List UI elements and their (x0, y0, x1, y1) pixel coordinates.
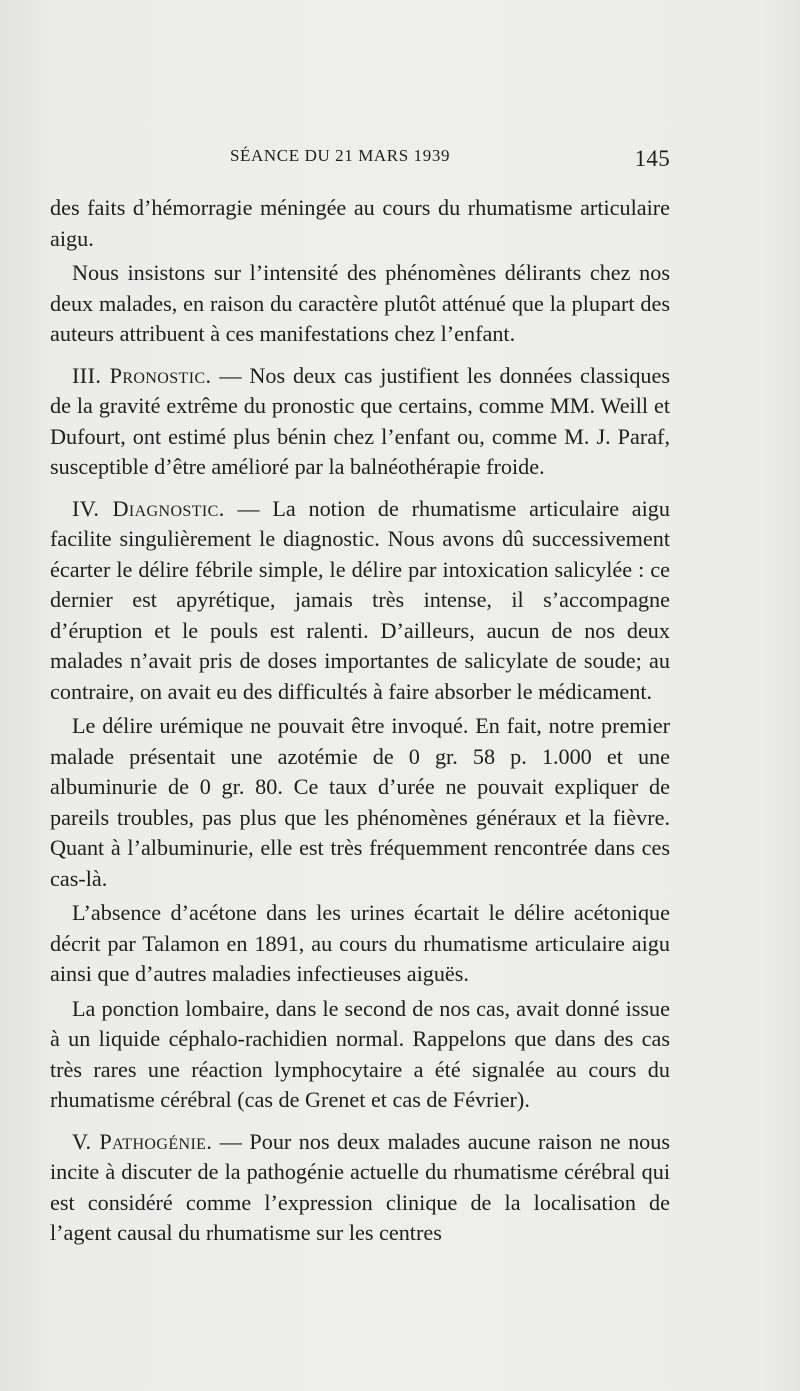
paragraph-text: — Nos deux cas justifient les données classiques de la gravité extrême du pronostic que certains, comme MM. Weill et Dufourt, ont estimé plus bénin chez l’enfant ou, comme M. J. Paraf, susceptible d’être amélioré par la balnéothérapie froide. (50, 362, 670, 479)
section-heading: III. Pronostic. (72, 362, 212, 388)
paragraph (50, 994, 670, 1116)
paragraph-text: La ponction lombaire, dans le second de nos cas, avait donné issue à un liquide céphalo-rachidien normal. Rappelons que dans des cas très rares une réaction lymphocytaire a été signalée au cours du rhumatisme cérébral (cas de Grenet et cas de Février). (50, 995, 670, 1112)
paragraph-text: Nous insistons sur l’intensité des phénomènes délirants chez nos deux malades, en raison du caractère plutôt atténué que la plupart des auteurs attribuent à ces manifestations chez l’enfant. (50, 260, 670, 346)
section-heading: IV. Diagnostic. (72, 495, 225, 521)
section-pathogenie (50, 1127, 670, 1249)
paragraph (50, 258, 670, 350)
paragraph-text: L’absence d’acétone dans les urines écartait le délire acétonique décrit par Talamon en 1891, au cours du rhumatisme articulaire aigu ainsi que d’autres maladies infectieuses aiguës. (50, 900, 670, 986)
paragraph-text: Le délire urémique ne pouvait être invoqué. En fait, notre premier malade présentait une azotémie de 0 gr. 58 p. 1.000 et une albuminurie de 0 gr. 80. Ce taux d’urée ne pouvait expliquer de pareils troubles, pas plus que les phénomènes généraux et la fièvre. Quant à l’albuminurie, elle est très fréquemment rencontrée dans ces cas-là. (50, 713, 670, 891)
paragraph-text: des faits d’hémorragie méningée au cours du rhumatisme articulaire aigu. (50, 195, 670, 251)
page-header (50, 146, 670, 186)
paragraph (50, 898, 670, 990)
section-pronostic (50, 361, 670, 483)
paragraph-text: — La notion de rhumatisme articulaire aigu facilite singulièrement le diagnostic. Nous avons dû successivement écarter le délire fébrile simple, le délire par intoxication salicylée : ce dernier est apyrétique, jamais très intense, il s’accompagne d’éruption et le pouls est ralenti. D’ailleurs, aucun de nos deux malades n’avait pris de doses importantes de salicylate de soude; au contraire, on avait eu des difficultés à faire absorber le médicament. (50, 495, 670, 704)
paragraph (50, 711, 670, 894)
paragraph-continuation (50, 193, 670, 254)
section-diagnostic (50, 494, 670, 708)
paragraph-text: — Pour nos deux malades aucune raison ne nous incite à discuter de la pathogénie actuelle du rhumatisme cérébral qui est considéré comme l’expression clinique de la localisation de l’agent causal du rhumatisme sur les centres (50, 1128, 671, 1245)
section-heading: V. Pathogénie. (72, 1128, 213, 1154)
page-number: 145 (634, 146, 670, 171)
body-text (50, 193, 670, 1249)
running-head: SÉANCE DU 21 MARS 1939 (230, 146, 451, 165)
